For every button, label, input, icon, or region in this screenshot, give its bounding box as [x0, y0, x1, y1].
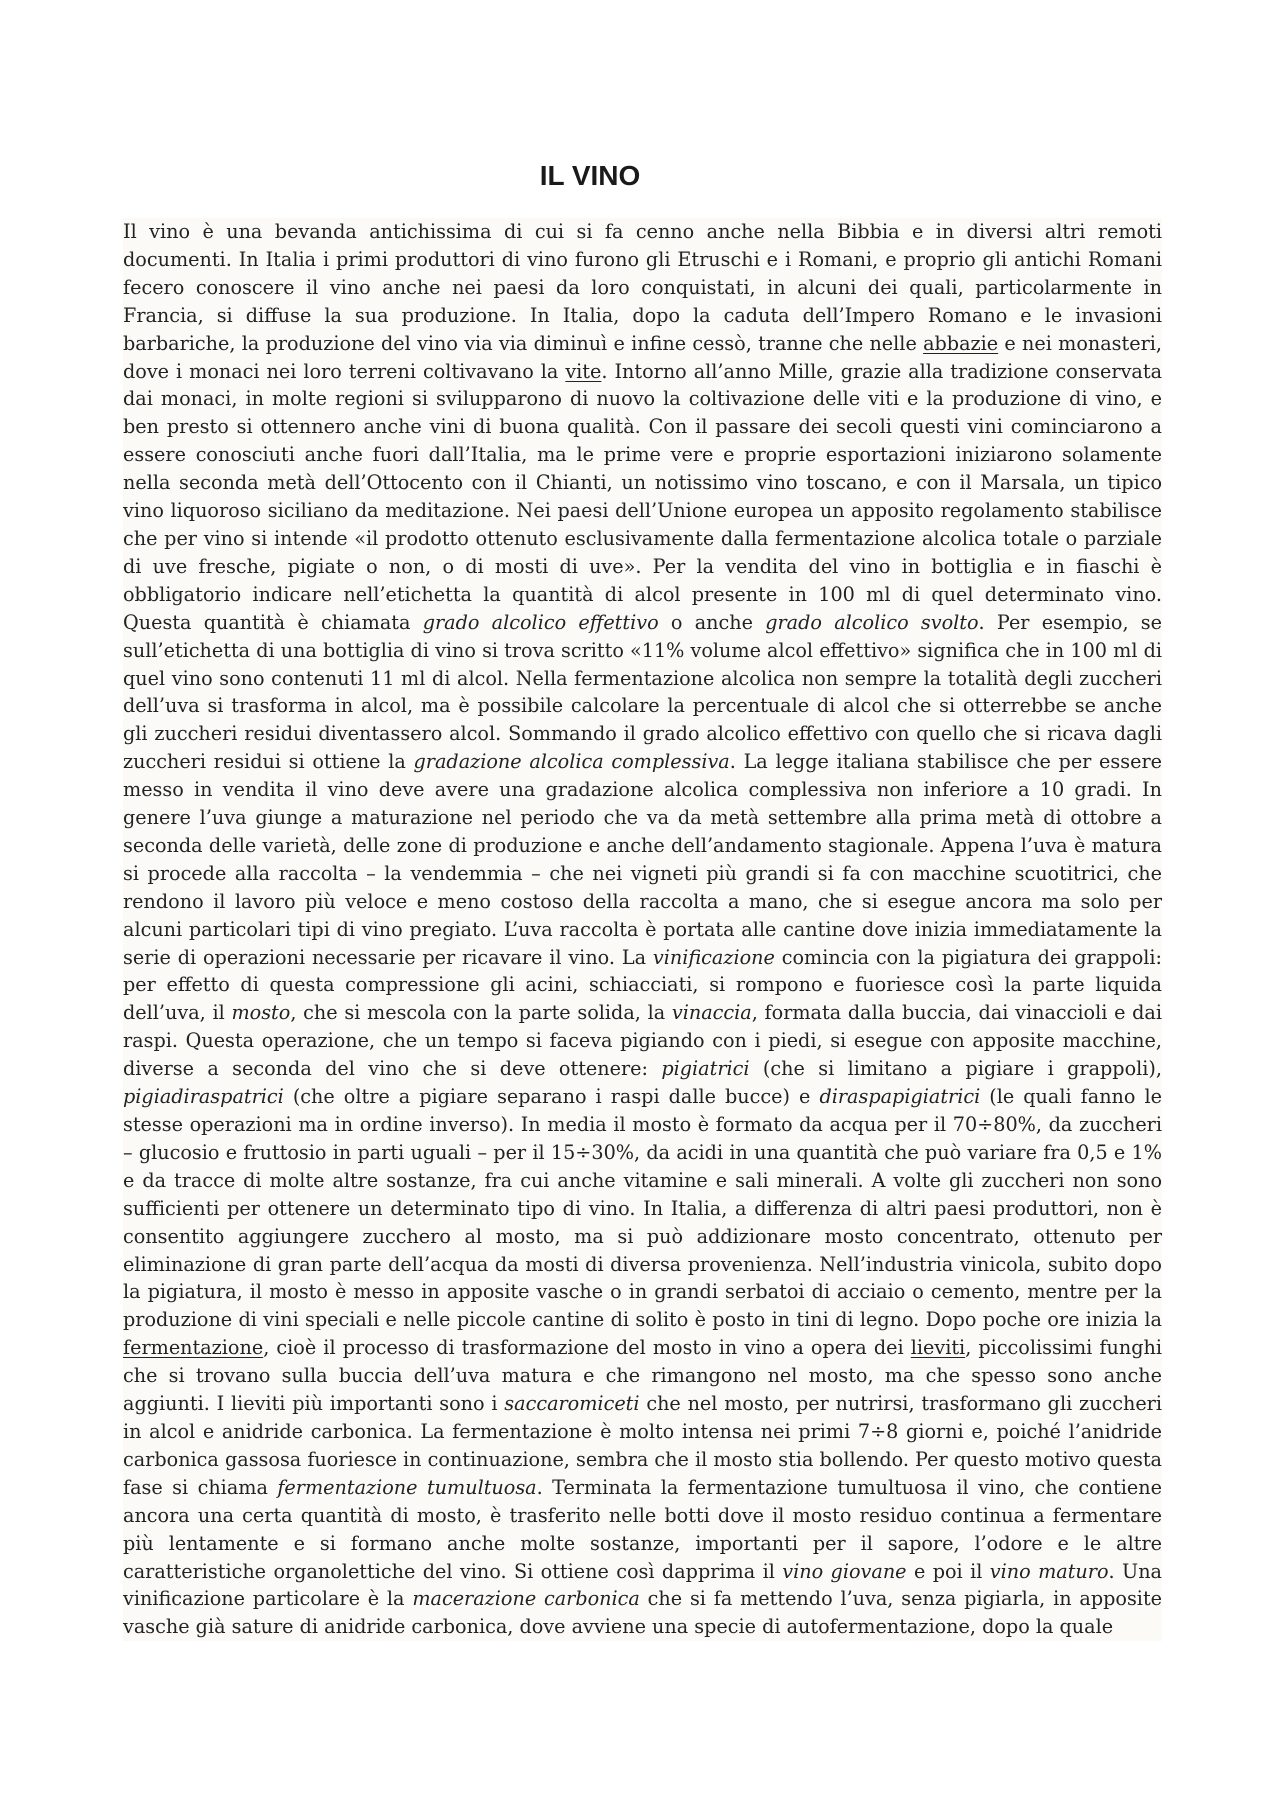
italic-term: diraspapigiatrici: [819, 1085, 981, 1109]
body-paragraph: [123, 218, 1162, 1641]
text-run: Il vino è una bevanda antichissima di cui si fa cenno anche nella Bibbia e in diversi altri remoti documenti. In Italia i primi produttori di vino furono gli Etruschi e i Romani, e proprio gli antichi Romani fecero conoscere il vino anche nei paesi da loro conquistati, in alcuni dei quali, particolarmente in Francia, si diffuse la sua produzione. In Italia, dopo la caduta dell’Impero Romano e le invasioni barbariche, la produzione del vino via via diminuì e infine cessò, tranne che nelle: [123, 220, 1162, 355]
italic-term: gradazione alcolica complessiva: [413, 750, 730, 774]
text-run: . Terminata la fermentazione tumultuosa il vino, che contiene ancora una certa quantità di mosto, è trasferito nelle botti dove il mosto residuo continua a fermentare più lentamente e si formano anche molte sostanze, importanti per il sapore, l’odore e le altre caratteristiche organolettiche del vino. Si ottiene così dapprima il: [123, 1475, 1162, 1583]
italic-term: pigiatrici: [661, 1057, 750, 1081]
underlined-term: fermentazione: [123, 1336, 264, 1360]
italic-term: vino maturo: [989, 1559, 1109, 1583]
text-run: , piccolissimi funghi che si trovano sulla buccia dell’uva matura e che rimangono nel mosto, ma che spesso sono anche aggiunti. I lieviti più importanti sono i: [123, 1336, 1162, 1416]
text-run: e nei monasteri, dove i monaci nei loro terreni coltivavano la: [123, 331, 1162, 383]
italic-term: mosto: [231, 1001, 291, 1025]
text-run: . La legge italiana stabilisce che per essere messo in vendita il vino deve avere una gradazione alcolica complessiva non inferiore a 10 gradi. In genere l’uva giunge a maturazione nel periodo che va da metà settembre alla prima metà di ottobre a seconda delle varietà, delle zone di produzione e anche dell’andamento stagionale. Appena l’uva è matura si procede alla raccolta – la vendemmia – che nei vigneti più grandi si fa con macchine scuotitrici, che rendono il lavoro più veloce e meno costoso della raccolta a mano, che si esegue ancora ma solo per alcuni particolari tipi di vino pregiato. L’uva raccolta è portata alle cantine dove inizia immediatamente la serie di operazioni necessarie per ricavare il vino. La: [123, 750, 1162, 969]
underlined-term: vite: [565, 359, 602, 383]
italic-term: grado alcolico svolto: [765, 610, 979, 634]
italic-term: vinificazione: [652, 945, 775, 969]
text-run: , formata dalla buccia, dai vinaccioli e dai raspi. Questa operazione, che un tempo si faceva pigiando con i piedi, si esegue con apposite macchine, diverse a seconda del vino che si deve ottenere:: [123, 1001, 1163, 1081]
page-title: IL VINO: [539, 160, 641, 191]
text-run: (le quali fanno le stesse operazioni ma in ordine inverso). In media il mosto è formato da acqua per il 70÷80%, da zuccheri – glucosio e fruttosio in parti uguali – per il 15÷30%, da acidi in una quantità che può variare fra 0,5 e 1% e da tracce di molte altre sostanze, fra cui anche vitamine e sali minerali. A volte gli zuccheri non sono sufficienti per ottenere un determinato tipo di vino. In Italia, a differenza di altri paesi produttori, non è consentito aggiungere zucchero al mosto, ma si può addizionare mosto concentrato, ottenuto per eliminazione di gran parte dell’acqua da mosti di diversa provenienza. Nell’industria vinicola, subito dopo la pigiatura, il mosto è messo in apposite vasche o in grandi serbatoi di acciaio o cemento, mentre per la produzione di vini speciali e nelle piccole cantine di solito è posto in tini di legno. Dopo poche ore inizia la: [123, 1085, 1162, 1332]
text-run: (che oltre a pigiare separano i raspi dalle bucce) e: [283, 1085, 820, 1109]
text-run: e poi il: [906, 1559, 990, 1583]
text-run: . Per esempio, se sull’etichetta di una bottiglia di vino si trova scritto «11% volume alcol effettivo» significa che in 100 ml di quel vino sono contenuti 11 ml di alcol. Nella fermentazione alcolica non sempre la totalità degli zuccheri dell’uva si trasforma in alcol, ma è possibile calcolare la percentuale di alcol che si otterrebbe se anche gli zuccheri residui diventassero alcol. Sommando il grado alcolico effettivo con quello che si ricava dagli zuccheri residui si ottiene la: [123, 610, 1163, 774]
text-run: , cioè il processo di trasformazione del mosto in vino a opera dei: [263, 1336, 911, 1360]
text-run: , che si mescola con la parte solida, la: [290, 1001, 672, 1025]
italic-term: vino giovane: [782, 1559, 907, 1583]
italic-term: saccaromiceti: [504, 1392, 640, 1416]
text-run: che si fa mettendo l’uva, senza pigiarla, in apposite vasche già sature di anidride carbonica, dove avviene una specie di autofermentazione, dopo la quale: [123, 1587, 1163, 1639]
italic-term: pigiadiraspatrici: [123, 1085, 284, 1109]
text-run: che nel mosto, per nutrirsi, trasformano gli zuccheri in alcol e anidride carbonica. La fermentazione è molto intensa nei primi 7÷8 giorni e, poiché l’anidride carbonica gassosa fuoriesce in continuazione, sembra che il mosto stia bollendo. Per questo motivo questa fase si chiama: [123, 1392, 1162, 1499]
text-run: . Una vinificazione particolare è la: [123, 1559, 1162, 1611]
italic-term: macerazione carbonica: [412, 1587, 640, 1611]
text-run: (che si limitano a pigiare i grappoli),: [749, 1057, 1162, 1081]
italic-term: fermentazione tumultuosa: [277, 1475, 537, 1499]
text-run: . Intorno all’anno Mille, grazie alla tradizione conservata dai monaci, in molte regioni si svilupparono di nuovo la coltivazione delle viti e la produzione di vino, e ben presto si ottennero anche vini di buona qualità. Con il passare dei secoli questi vini cominciarono a essere conosciuti anche fuori dall’Italia, ma le prime vere e proprie esportazioni iniziarono solamente nella seconda metà dell’Ottocento con il Chianti, un notissimo vino toscano, e con il Marsala, un tipico vino liquoroso siciliano da meditazione. Nei paesi dell’Unione europea un apposito regolamento stabilisce che per vino si intende «il prodotto ottenuto esclusivamente dalla fermentazione alcolica totale o parziale di uve fresche, pigiate o non, o di mosti di uve». Per la vendita del vino in bottiglia e in fiaschi è obbligatorio indicare nell’etichetta la quantità di alcol presente in 100 ml di quel determinato vino. Questa quantità è chiamata: [123, 359, 1163, 634]
text-run: o anche: [658, 610, 766, 634]
underlined-term: abbazie: [923, 331, 999, 355]
italic-term: grado alcolico effettivo: [422, 610, 659, 634]
underlined-term: lieviti: [910, 1336, 966, 1360]
text-run: comincia con la pigiatura dei grappoli: per effetto di questa compressione gli acini, schiacciati, si rompono e fuoriesce così la parte liquida dell’uva, il: [123, 945, 1163, 1025]
italic-term: vinaccia: [671, 1001, 752, 1025]
